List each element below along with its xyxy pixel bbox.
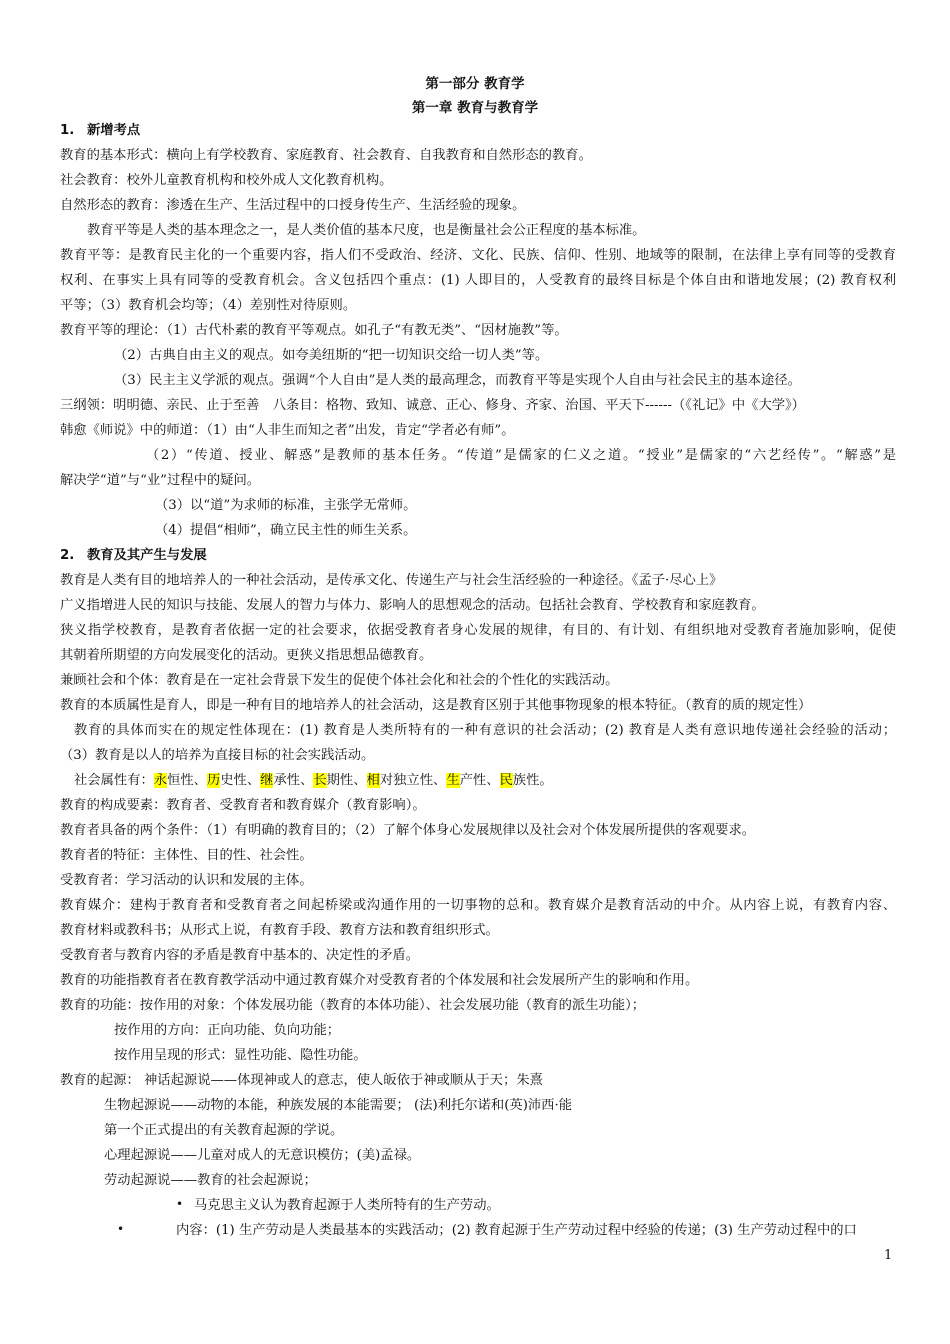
paragraph-line: （2）“传道、授业、解惑”是教师的基本任务。“传道”是儒家的仁义之道。“授业”是儒家的“六艺经传”。“解惑”是 [146,448,896,463]
bullet-icon: • [176,1197,184,1211]
paragraph-line: 教育的构成要素：教育者、受教育者和教育媒介（教育影响）。 [60,798,426,813]
paragraph-line: 平等；（3）教育机会均等；（4）差别性对待原则。 [60,298,357,313]
paragraph-line: 教育者的特征：主体性、目的性、社会性。 [60,848,313,863]
paragraph-line: 教育平等：是教育民主化的一个重要内容，指人们不受政治、经济、文化、民族、信仰、性别、地域等的限制，在法律上享有同等的受教育 [60,248,896,263]
paragraph-line: （3）民主主义学派的观点。强调“个人自由”是人类的最高理念，而教育平等是实现个人自由与社会民主的基本途径。 [114,373,801,388]
attribute-text: 族性。 [512,773,553,788]
paragraph-line: 韩愈《师说》中的师道：（1）由“人非生而知之者”出发，肯定“学者必有师”。 [60,423,515,438]
section-heading-2 [60,547,896,565]
paragraph-line: 第一个正式提出的有关教育起源的学说。 [104,1123,344,1138]
paragraph-line: 教育的功能指教育者在教育教学活动中通过教育媒介对受教育者的个体发展和社会发展所产生的影响和作用。 [60,973,699,988]
highlight-mark: 继 [260,773,274,788]
paragraph-line: 受教育者与教育内容的矛盾是教育中基本的、决定性的矛盾。 [60,948,420,963]
paragraph-line: 生物起源说——动物的本能，种族发展的本能需要； (法)利托尔诺和(英)沛西·能 [104,1098,572,1113]
paragraph-line: 教育是人类有目的地培养人的一种社会活动，是传承文化、传递生产与社会生活经验的一种途径。《孟子·尽心上》 [60,573,723,588]
paragraph-line: （2）古典自由主义的观点。如夸美纽斯的“把一切知识交给一切人类”等。 [114,348,549,363]
paragraph-line: 权利、在事实上具有同等的受教育机会。含义包括四个重点：(1) 人即目的，人受教育的最终目标是个体自由和谐地发展；(2) 教育权利 [60,273,896,288]
attribute-text: 恒性、 [167,773,207,788]
section-number: 1. [60,123,75,138]
paragraph-line: 心理起源说——儿童对成人的无意识模仿；(美)孟禄。 [104,1148,421,1163]
paragraph-line: 按作用的方向：正向功能、负向功能； [114,1023,341,1038]
paragraph-line: 三纲领：明明德、亲民、止于至善 八条目：格物、致知、诚意、正心、修身、齐家、治国、平天下------（《礼记》中《大学》） [60,398,805,413]
attributes-prefix: 社会属性有： [74,773,154,788]
paragraph-line: 教育的具体而实在的规定性体现在：(1) 教育是人类所特有的一种有意识的社会活动；(2) 教育是人类有意识地传递社会经验的活动； [74,723,896,738]
list-item: 马克思主义认为教育起源于人类所特有的生产劳动。 [194,1198,500,1213]
social-attributes-line [74,772,896,790]
paragraph-line: （4）提倡“相师”，确立民主性的师生关系。 [155,523,417,538]
paragraph-line: 教育平等的理论：（1）古代朴素的教育平等观点。如孔子“有教无类”、“因材施教”等。 [60,323,568,338]
attribute-text: 产性、 [459,773,500,788]
section-title: 新增考点 [87,123,141,138]
page-number: 1 [884,1248,893,1263]
highlight-mark: 民 [499,773,513,788]
paragraph-line: 其朝着所期望的方向发展变化的活动。更狭义指思想品德教育。 [60,648,433,663]
section-number: 2. [60,548,75,563]
paragraph-line: 教育者具备的两个条件：（1）有明确的教育目的；（2）了解个体身心发展规律以及社会对个体发展所提供的客观要求。 [60,823,756,838]
paragraph-line: （3）以“道”为求师的标准，主张学无常师。 [155,498,417,513]
paragraph-line: 教育媒介：建构于教育者和受教育者之间起桥梁或沟通作用的一切事物的总和。教育媒介是教育活动的中介。从内容上说，有教育内容、 [60,898,896,913]
paragraph-line: （3）教育是以人的培养为直接目标的社会实践活动。 [60,748,375,763]
part-title: 第一部分 教育学 [425,76,525,92]
chapter-title: 第一章 教育与教育学 [411,100,539,116]
section-title: 教育及其产生与发展 [87,548,207,563]
paragraph-line: 受教育者：学习活动的认识和发展的主体。 [60,873,313,888]
paragraph-line: 解决学“道”与“业”过程中的疑问。 [60,473,261,488]
attribute-text: 承性、 [273,773,314,788]
paragraph-line: 广义指增进人民的知识与技能、发展人的智力与体力、影响人的思想观念的活动。包括社会教育、学校教育和家庭教育。 [60,598,765,613]
paragraph-line: 劳动起源说——教育的社会起源说； [104,1173,317,1188]
attribute-text: 期性、 [326,773,367,788]
paragraph-line: 教育材料或教科书；从形式上说，有教育手段、教育方法和教育组织形式。 [60,923,499,938]
highlight-mark: 历 [206,773,221,788]
section-heading-1 [60,122,896,140]
paragraph-line: 社会教育：校外儿童教育机构和校外成人文化教育机构。 [60,173,393,188]
highlight-mark: 相 [366,773,380,788]
attribute-text: 对独立性、 [379,773,447,788]
highlight-mark: 永 [153,773,168,788]
highlight-mark: 生 [446,773,460,788]
highlight-mark: 长 [313,773,327,788]
list-item: 内容：(1) 生产劳动是人类最基本的实践活动；(2) 教育起源于生产劳动过程中经验的传递；(3) 生产劳动过程中的口 [176,1223,857,1238]
paragraph-line: 教育的本质属性是育人，即是一种有目的地培养人的社会活动，这是教育区别于其他事物现象的根本特征。（教育的质的规定性） [60,698,812,713]
paragraph-line: 按作用呈现的形式：显性功能、隐性功能。 [114,1048,367,1063]
attribute-text: 史性、 [220,773,261,788]
paragraph-line: 教育平等是人类的基本理念之一，是人类价值的基本尺度，也是衡量社会公正程度的基本标准。 [87,223,646,238]
paragraph-line: 狭义指学校教育，是教育者依据一定的社会要求，依据受教育者身心发展的规律，有目的、有计划、有组织地对受教育者施加影响，促使 [60,623,896,638]
paragraph-line: 教育的功能：按作用的对象：个体发展功能（教育的本体功能）、社会发展功能（教育的派生功能）； [60,998,646,1013]
paragraph-line: 教育的基本形式：横向上有学校教育、家庭教育、社会教育、自我教育和自然形态的教育。 [60,148,592,163]
paragraph-line: 自然形态的教育：渗透在生产、生活过程中的口授身传生产、生活经验的现象。 [60,198,526,213]
bullet-icon: • [117,1222,125,1236]
paragraph-line: 教育的起源： 神话起源说——体现神或人的意志，使人皈依于神或顺从于天；朱熹 [60,1073,543,1088]
paragraph-line: 兼顾社会和个体：教育是在一定社会背景下发生的促使个体社会化和社会的个性化的实践活动。 [60,673,619,688]
